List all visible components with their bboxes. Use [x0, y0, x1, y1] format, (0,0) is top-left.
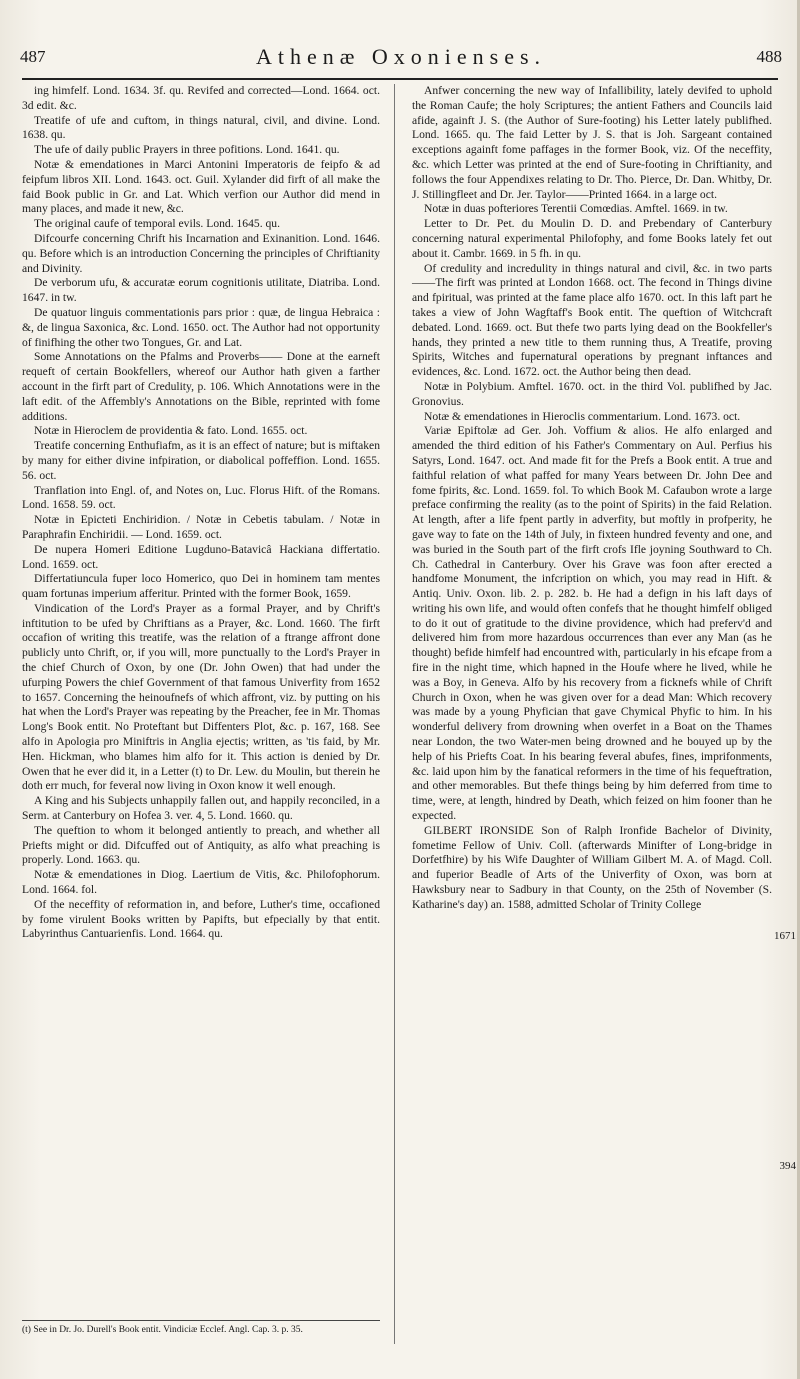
right-column-entry: Notæ & emendationes in Hieroclis commentarium. Lond. 1673. oct. [424, 409, 741, 423]
left-column-entry: Tranflation into Engl. of, and Notes on, Luc. Florus Hift. of the Romans. Lond. 1658. 59. oct. [22, 483, 380, 512]
right-column [412, 84, 772, 913]
left-column-entry: De nupera Homeri Editione Lugduno-Batavicâ Hackiana differtatio. Lond. 1659. oct. [22, 542, 380, 571]
column-divider [394, 84, 395, 1344]
left-column-entry: Vindication of the Lord's Prayer as a formal Prayer, and by Chrift's inftitution to be ufed by Chriftians as a Prayer, &c. Lond. 1660. The firft occafion of writing this treatife, was the relation of a ftrange affront done publicly unto Chrift, or, if you will, more punctually to the Lord's Prayer in the chief Church of Oxon, by one (Dr. John Owen) that had under the ufurping Powers the chief Government of that famous Univerfity from 1652 to 1657. Concerning the heinoufnefs of which affront, viz. by putting on his hat when the Lord's Prayer was repeating by the Preacher, fee in Mr. Thomas Long's Book entit. No Proteftant but Diffenters Plot, &c. p. 167, 168. See alfo in Apologia pro Miniftris in Anglia ejectis; written, as 'tis faid, by Mr. Hen. Hickman, who blames him alfo for it. This action is denied by Dr. Owen that he ever did it, in a Letter (t) to Dr. Lew. du Moulin, but therein he doth err much, for feveral now living in Oxon know it well enough. [22, 601, 380, 793]
left-column-entry: Differtatiuncula fuper loco Homerico, quo Dei in hominem tam mentes quam fortunas imperium afferitur. Printed with the former Book, 1659. [22, 572, 380, 601]
header-rule [22, 78, 778, 80]
right-column-entry: Of credulity and incredulity in things natural and civil, &c. in two parts——The firft was printed at London 1668. oct. The fecond in Things divine and fpiritual, was printed at the fame place alfo 1670. oct. In this laft part he takes a view of John Wagftaff's Book entit. The queftion of Witchcraft debated. Lond. 1669. oct. But thefe two parts lying dead on the Bookfeller's hands, they printed a new title to them running thus, A Treatife, proving Spirits, Witches and fupernatural operations by pregnant inftances and evidences, &c. Lond. 1672. oct. the Author being then dead. [412, 261, 772, 379]
page-number-left: 487 [20, 47, 46, 66]
right-column-entry: Anfwer concerning the new way of Infallibility, lately devifed to uphold the Roman Caufe; the holy Scriptures; the antient Fathers and Councils laid afide, againft J. S. (the Author of Sure-footing) his Letter lately publifhed. Lond. 1665. qu. The faid Letter by J. S. that is Joh. Sargeant contained exceptions againft fome paffages in the former Book, viz. Of the neceffity, &c. which Letter was printed at the end of Sure-footing in Chriftianity, and follows the four Appendixes relating to Dr. Tho. Pierce, Dr. Dan. Whitby, Dr. J. Stillingfleet and Dr. Jer. Taylor——Printed 1664. in a large oct. [412, 84, 772, 201]
left-column-entry: Difcourfe concerning Chrift his Incarnation and Exinanition. Lond. 1646. qu. Before which is an introduction Concerning the principles of Chriftianity and Divinity. [22, 231, 380, 275]
footnote: (t) See in Dr. Jo. Durell's Book entit. Vindiciæ Ecclef. Angl. Cap. 3. p. 35. [22, 1320, 380, 1336]
left-column-entry: Of the neceffity of reformation in, and before, Luther's time, occafioned by fome virulent Books written by Papifts, but efpecially by that entit. Labyrinthus Cantuarienfis. Lond. 1664. qu. [22, 897, 380, 941]
left-column-entry: Notæ & emendationes in Marci Antonini Imperatoris de feipfo & ad feipfum libros XII. Lond. 1643. oct. Guil. Xylander did firft of all make the faid Book public in Gr. and Lat. Which verfion our Author did mend in many places, and made it new, &c. [22, 157, 380, 216]
right-column-entry: Notæ in duas pofteriores Terentii Comœdias. Amftel. 1669. in tw. [424, 202, 728, 216]
left-column-entry: Treatife concerning Enthufiafm, as it is an effect of nature; but is miftaken by many for either divine infpiration, or diabolical poffeffion. Lond. 1655. 56. oct. [22, 439, 380, 482]
left-column [22, 84, 380, 942]
right-column-entry: Letter to Dr. Pet. du Moulin D. D. and Prebendary of Canterbury concerning natural experimental Philofophy, and fome Books lately fet out about it. Cambr. 1669. in 5 fh. in qu. [412, 217, 772, 260]
left-column-entry: ing himfelf. Lond. 1634. 3f. qu. Revifed and corrected—Lond. 1664. oct. 3d edit. &c. [22, 84, 380, 112]
left-column-entry: The queftion to whom it belonged antiently to preach, and whether all Priefts might or did. Difcuffed out of Antiquity, as alfo what preaching is properly. Lond. 1663. qu. [22, 823, 380, 867]
left-column-entry: The ufe of daily public Prayers in three pofitions. Lond. 1641. qu. [34, 143, 340, 157]
left-column-entry: De quatuor linguis commentationis pars prior : quæ, de lingua Hebraica : &, de lingua Saxonica, &c. Lond. 1650. oct. The Author had not opportunity of finifhing the other two Tongues, Gr. and Lat. [22, 305, 380, 349]
margin-year-1671: 1671 [774, 930, 796, 942]
left-column-entry: The original caufe of temporal evils. Lond. 1645. qu. [34, 217, 280, 231]
right-column-entry: Notæ in Polybium. Amftel. 1670. oct. in the third Vol. publifhed by Jac. Gronovius. [412, 379, 772, 408]
right-column-entry: Variæ Epiftolæ ad Ger. Joh. Voffium & alios. He alfo enlarged and amended the third edition of his Father's Commentary on Aul. Perfius his Satyrs, Lond. 1647. oct. And made fit for the Prefs a Book entit. A true and faithful relation of what paffed for many Years between Dr. John Dee and fome fpirits, &c. Lond. 1659. fol. To which Book M. Cafaubon wrote a large preface confirming the reality (as to the point of Spirits) in the faid Relation. At length, after a life fpent partly in adverfity, but moftly in profperity, he gave way to fate on the 14th of July, in fixteen hundred feventy and one, and was buried in the South part of the firft crofs Ifle joyning Southward to Ch. Ch. Cathedral in Canterbury. Over his Grave was foon after erected a handfome Monument, the infcription on which, you may read in Hift. & Antiq. Univ. Oxon. lib. 2. p. 282. b. He had a defign in his laft days of writing his own life, and would often confefs that he thought himfelf obliged to do it out of gratitude to the divine providence, which had preferv'd and delivered him from more hazardous occurrences than ever any Man (as he thought) befide himfelf had encountred with, particularly in his efcape from a fire in the night time, which hapned in the Houfe where he lived, while he was a Boy, in Geneva. Alfo by his recovery from a ficknefs while of Chrift Church in Oxon, when he was given over for a dead Man: Which recovery was made by a young Phyfician that gave Chymical Phyfic to him. In his wonderful delivery from drowning when overfet in a Boat on the Thames near London, the two Water-men being drowned and he bouyed up by the help of his Priefts Coat. In his bearing feveral abufes, fines, imprifonments, &c. laid upon him by the fanatical reformers in the time of his fequeftration, and other memorables. But thefe things being by him deferred from time to time, were, at length, hindred by Death, which feized on him fooner than he expected. [412, 424, 772, 823]
left-column-entry: Treatife of ufe and cuftom, in things natural, civil, and divine. Lond. 1638. qu. [22, 113, 380, 142]
left-column-entry: Notæ in Epicteti Enchiridion. / Notæ in Cebetis tabulam. / Notæ in Paraphrafin Enchiridii. — Lond. 1659. oct. [22, 513, 380, 541]
left-column-entry: Notæ & emendationes in Diog. Laertium de Vitis, &c. Philofophorum. Lond. 1664. fol. [22, 868, 380, 897]
left-column-entry: A King and his Subjects unhappily fallen out, and happily reconciled, in a Serm. at Canterbury on Hofea 3. ver. 4, 5. Lond. 1660. qu. [22, 794, 380, 823]
page-header [20, 40, 782, 74]
left-column-entry: Notæ in Hieroclem de providentia & fato. Lond. 1655. oct. [34, 424, 308, 438]
running-head: Athenæ Oxonienses. [255, 44, 547, 69]
right-column-entry: GILBERT IRONSIDE Son of Ralph Ironfide Bachelor of Divinity, fometime Fellow of Univ. Coll. (afterwards Minifter of Long-bridge in Dorfetfhire) by his Wife Daughter of William Gilbert M. A. of Magd. Coll. and fuperior Beadle of Arts of the Univerfity of Oxon, was born at Hawksbury near to Sadbury in that County, on the 25th of November (S. Katharine's day) an. 1588, admitted Scholar of Trinity College [412, 823, 772, 911]
left-column-entry: De verborum ufu, & accuratæ eorum cognitionis utilitate, Diatriba. Lond. 1647. in tw. [22, 276, 380, 305]
page-number-right: 488 [756, 47, 782, 66]
margin-number-394: 394 [779, 1160, 796, 1172]
left-column-entry: Some Annotations on the Pfalms and Proverbs—— Done at the earneft requeft of certain Bookfellers, whereof our Author hath given a farther account in the firft part of Credulity, p. 106. Which Annotations were in the laft edit. of the Affembly's Annotations on the Bible, reprinted with fome additions. [22, 350, 380, 423]
